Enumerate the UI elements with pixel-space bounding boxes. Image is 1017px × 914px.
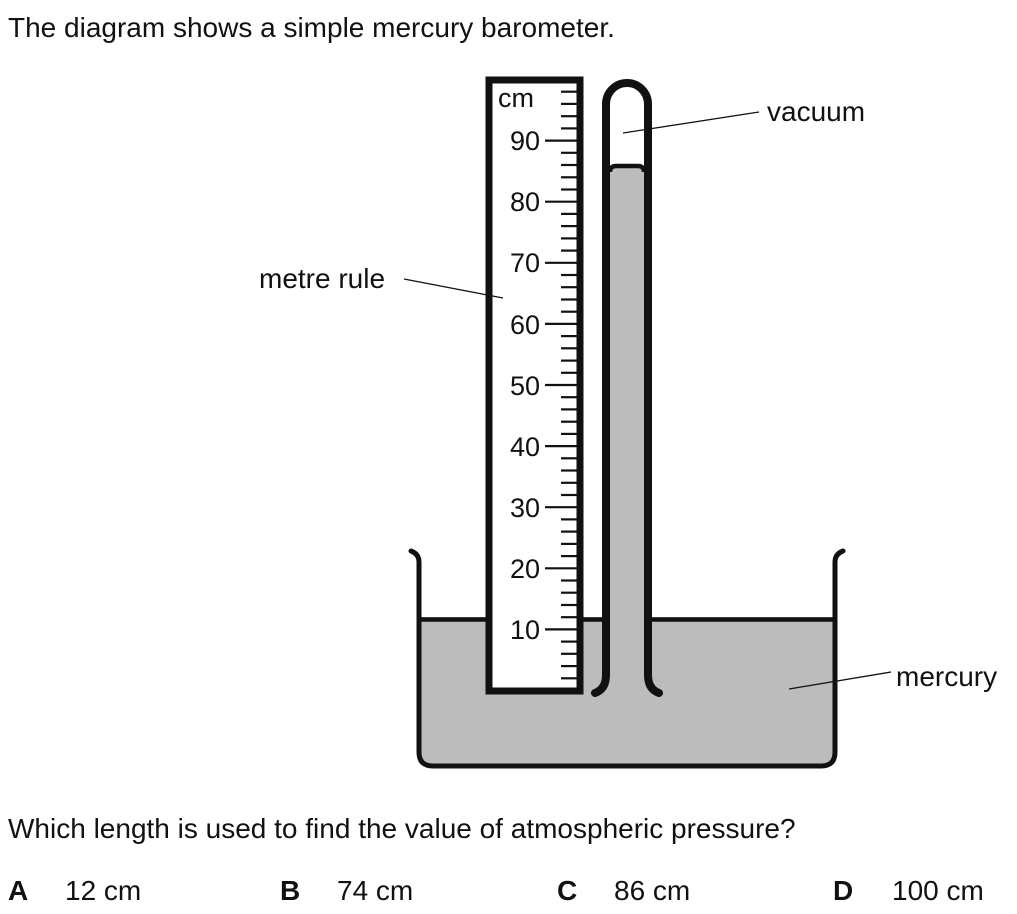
- option-b-value: 74 cm: [337, 875, 414, 906]
- ruler-label-10: 10: [509, 615, 540, 645]
- tube-mercury-column: [610, 164, 644, 631]
- ruler-label-60: 60: [509, 310, 540, 340]
- option-c-letter: C: [557, 875, 578, 906]
- ruler-label-30: 30: [509, 493, 540, 523]
- question-intro-text: The diagram shows a simple mercury barometer.: [8, 12, 615, 43]
- mercury-label: mercury: [896, 661, 998, 692]
- option-d-value: 100 cm: [892, 875, 984, 906]
- vacuum-label: vacuum: [767, 96, 866, 127]
- ruler-label-50: 50: [509, 371, 540, 401]
- option-d-letter: D: [833, 875, 854, 906]
- option-b-letter: B: [280, 875, 301, 906]
- ruler-unit-label: cm: [498, 83, 534, 113]
- metre-rule-label: metre rule: [259, 263, 386, 294]
- option-c-value: 86 cm: [614, 875, 691, 906]
- ruler-label-90: 90: [509, 126, 540, 156]
- ruler-label-70: 70: [509, 248, 540, 278]
- option-a-letter: A: [8, 875, 29, 906]
- vacuum-leader-line: [623, 112, 759, 133]
- question-text: Which length is used to find the value of atmospheric pressure?: [8, 813, 796, 844]
- ruler-label-80: 80: [509, 187, 540, 217]
- ruler-label-20: 20: [509, 554, 540, 584]
- reservoir-mercury-fill: [417, 617, 837, 767]
- ruler-label-40: 40: [509, 432, 540, 462]
- option-a-value: 12 cm: [65, 875, 142, 906]
